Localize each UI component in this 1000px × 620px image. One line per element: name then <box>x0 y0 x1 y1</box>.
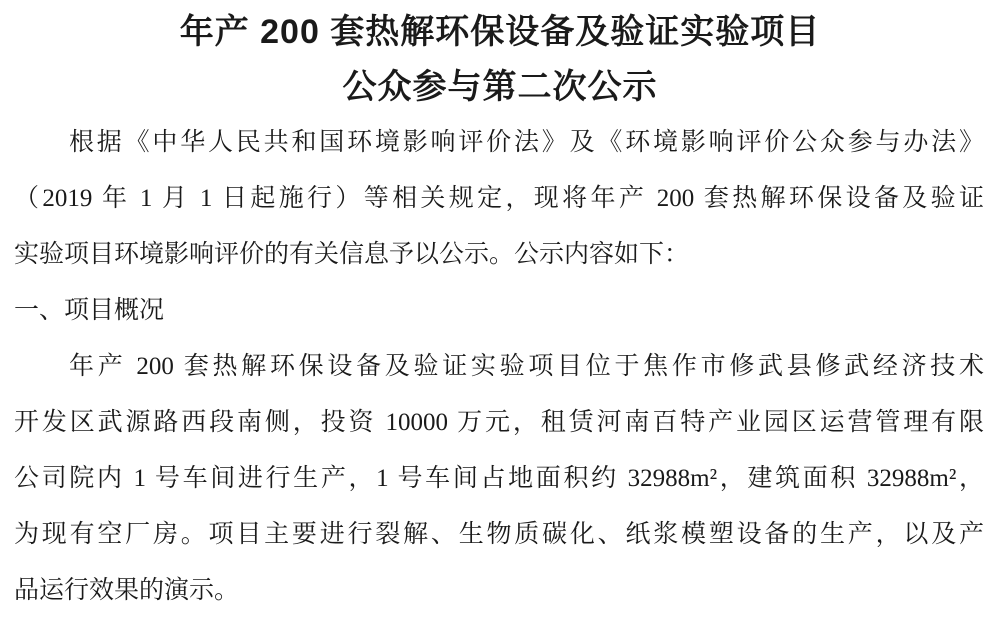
overview-paragraph-line-4: 为现有空厂房。项目主要进行裂解、生物质碳化、纸浆模塑设备的生产，以及产 <box>14 521 984 548</box>
overview-paragraph-line-1: 年产 200 套热解环保设备及验证实验项目位于焦作市修武县修武经济技术 <box>69 353 984 380</box>
title-line-2: 公众参与第二次公示 <box>342 68 658 106</box>
intro-paragraph-line-2: （2019 年 1 月 1 日起施行）等相关规定，现将年产 200 套热解环保设备及验证 <box>14 185 984 212</box>
overview-paragraph-line-2: 开发区武源路西段南侧，投资 10000 万元，租赁河南百特产业园区运营管理有限 <box>14 409 984 436</box>
intro-paragraph-line-3: 实验项目环境影响评价的有关信息予以公示。公示内容如下： <box>14 241 690 268</box>
section-heading-project-overview: 一、项目概况 <box>14 297 165 324</box>
document-body <box>0 115 1000 619</box>
overview-paragraph-line-3: 公司院内 1 号车间进行生产，1 号车间占地面积约 32988m²，建筑面积 32988m²， <box>14 465 984 492</box>
overview-paragraph-line-5: 品运行效果的演示。 <box>14 577 240 604</box>
document-title <box>0 5 1000 115</box>
intro-paragraph-line-1: 根据《中华人民共和国环境影响评价法》及《环境影响评价公众参与办法》 <box>69 129 984 156</box>
title-line-1: 年产 200 套热解环保设备及验证实验项目 <box>179 13 821 51</box>
